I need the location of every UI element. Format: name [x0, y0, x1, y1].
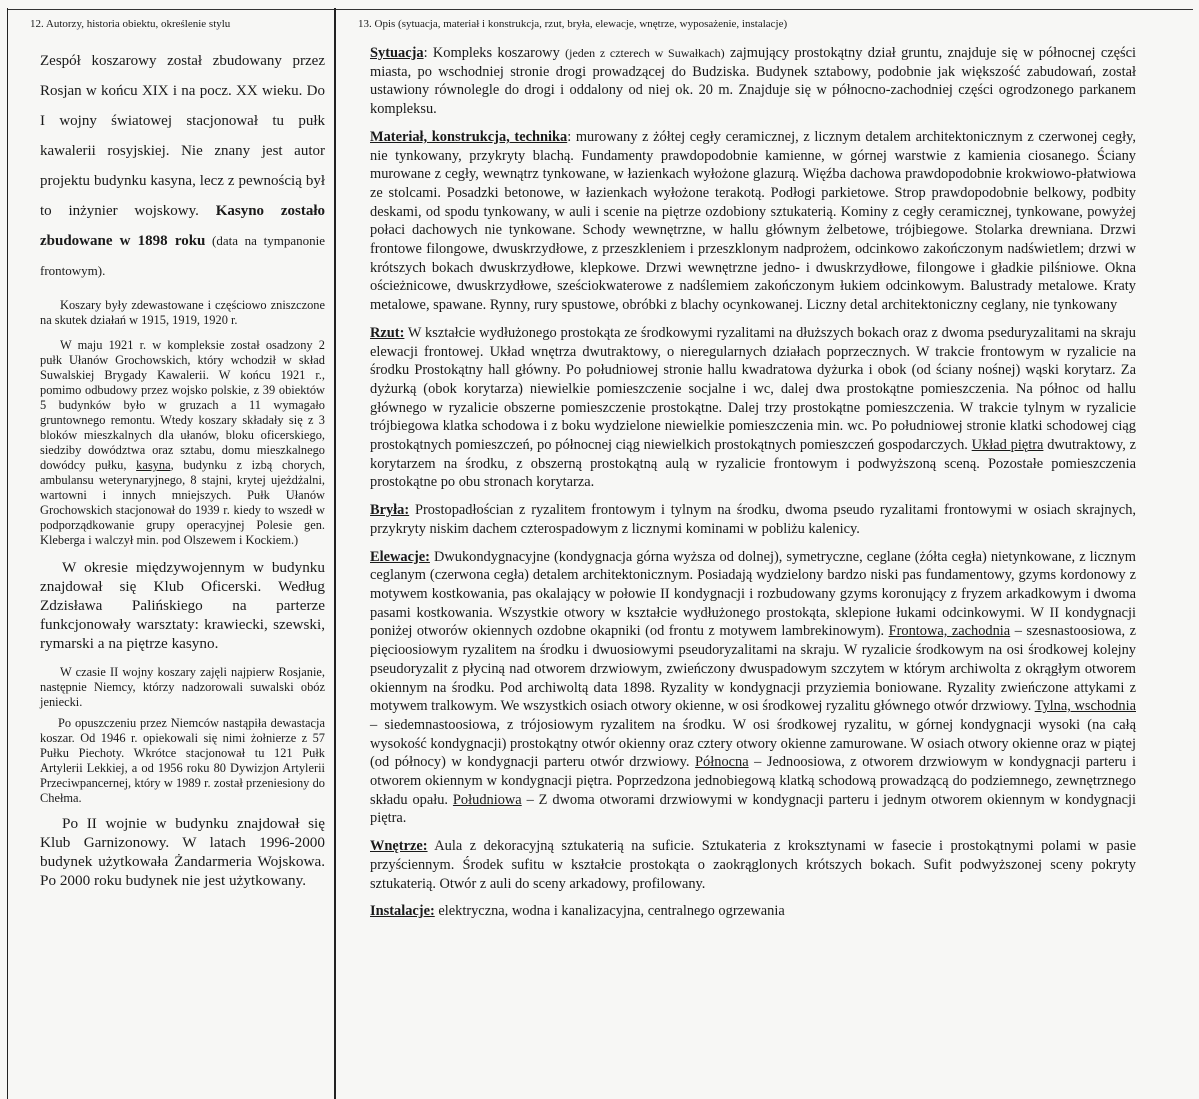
description-column [370, 44, 1136, 921]
section-instalacje: Instalacje: elektryczna, wodna i kanalizacyjna, centralnego ogrzewania [370, 903, 785, 920]
history-paragraph-recent: Po II wojnie w budynku znajdował się Klub Garnizonowy. W latach 1996-2000 budynek użytkowała Żandarmeria Wojskowa. Po 2000 roku budynek nie jest użytkowany. [40, 815, 325, 889]
left-border [7, 8, 8, 1099]
section-label: Wnętrze: [370, 838, 428, 855]
history-paragraph-1921: W maju 1921 r. w kompleksie został osadzony 2 pułk Ułanów Grochowskich, który wchodził w skład Suwalskiej Brygady Kawalerii. W końcu 1921 r., pomimo odbudowy przez wojsko polskie, z 39 obiektów 5 budynków było w gruzach a 11 wymagało gruntownego remontu. Wtedy koszary składały się z 3 bloków mieszkalnych dla ułanów, bloku oficerskiego, siedziby dowództwa oraz sztabu, domu mieszkalnego dowódcy pułku, kasyna, budynku z izbą chorych, ambulansu weterynaryjnego, 8 stajni, krytej ujeżdżalni, wartowni i innych mniejszych. Pułk Ułanów Grochowskich stacjonował do 1939 r. kiedy to wszedł w podporządkowanie grupy operacyjnej Polesie gen. Kleberga i walczył min. pod Olszewem i Kockiem.) [40, 338, 325, 547]
history-paragraph-intro: Zespół koszarowy został zbudowany przez Rosjan w końcu XIX i na pocz. XX wieku. Do I wojny światowej stacjonował tu pułk kawalerii rosyjskiej. Nie znany jest autor projektu budynku kasyna, lecz z pewnością był to inżynier wojskowy. Kasyno zostało zbudowane w 1898 roku (data na tympanonie frontowym). [40, 53, 325, 278]
section-sytuacja: Sytuacja: Kompleks koszarowy (jeden z czterech w Suwałkach) zajmujący prostokątny dział gruntu, znajduje się w północnej części miasta, po wschodniej stronie drogi prowadzącej do Budziska. Budynek sztabowy, podobnie jak większość zabudowań, został ustawiony równolegle do drogi i oddalony od niej ok. 20 m. Znajduje się w północno-zachodniej części ogrodzonego parkanem kompleksu. [370, 45, 1137, 118]
top-rule [7, 9, 1193, 10]
history-paragraph-postwar: Po opuszczeniu przez Niemców nastąpiła dewastacja koszar. Od 1946 r. opiekowali się nimi żołnierze z 57 Pułku Piechoty. Wkrótce stacjonował tu 121 Pułk Artylerii Lekkiej, a od 1956 roku 80 Dywizjon Artylerii Przeciwpancernej, który w 1989 r. został przeniesiony do Chełma. [40, 716, 325, 805]
right-column-header: 13. Opis (sytuacja, materiał i konstrukcja, rzut, bryła, elewacje, wnętrze, wyposażenie, instalacje) [358, 18, 788, 30]
history-paragraph-destruction: Koszary były zdewastowane i częściowo zniszczone na skutek działań w 1915, 1919, 1920 r. [40, 298, 325, 327]
construction-date-bold: Kasyno zostało zbudowane w 1898 roku [40, 203, 325, 249]
section-label: Materiał, konstrukcja, technika [370, 128, 568, 145]
section-label: Bryła: [370, 502, 410, 519]
section-elewacje: Elewacje: Dwukondygnacyjne (kondygnacja górna wyższa od dolnej), symetryczne, ceglane (żółta cegła) nietynkowane, z licznym ceglanym (czerwona cegła) detalem architektonicznym. Posiadają wydzielony bardzo niski pas fundamentowy, gzyms kordonowy z motywem kostkowania, pas okalający w połowie II kondygnacji i rozbudowany gzyms koronujący z fryzem arkadkowym i dwoma pasami kostkowania. Wszystkie otwory w kształcie wydłużonego prostokąta, sklepione łukami odcinkowymi. W II kondygnacji poniżej otworów okiennych ozdobne okapniki (od frontu z motywem lambrekinowym). Frontowa, zachodnia – szesnastoosiowa, z pięcioosiowym ryzalitem na środku i dwuosiowymi pseudoryzalitami na skraju. W ryzalicie środkowym na osi środkowej kolejny pseudoryzalit z płyciną nad otworem drzwiowym, zwieńczony dwuspadowym szczytem w którym archiwolta z okrągłym otworem okiennym na środku. Pod archiwoltą data 1898. Ryzality w kondygnacji przyziemia boniowane. Ryzality zwieńczone attykami z motywem tralkowym. We wszystkich osiach otwory okienne, w osi środkowej ryzalitu głównego otwór drzwiowy. Tylna, wschodnia – siedemnastoosiowa, z trójosiowym ryzalitem na środku. W osi środkowej ryzalitu, w górnej kondygnacji wysoki (na całą wysokość kondygnacji) prostokątny otwór okienny oraz cztery otwory okienne zamurowane. W osiach otwory okienne oraz w piątej (od północy) w kondygnacji parteru otwór drzwiowy. Północna – Jednoosiowa, z otworem drzwiowym w kondygnacji parteru i otworem okiennym w kondygnacji piętra. Poprzedzona jednobiegową klatką schodową prowadzącą do podziemnego, zewnętrznego składu opału. Południowa – Z dwoma otworami drzwiowymi w kondygnacji parteru i jednym otworem okiennym w kondygnacji piętra. [370, 548, 1136, 827]
section-bryla: Bryła: Prostopadłościan z ryzalitem frontowym i tylnym na środku, dwoma pseudo ryzalitami frontowymi w osiach skrajnych, przykryty niskim dachem czterospadowym z licznymi kominami w pobliżu kalenicy. [370, 502, 1136, 537]
section-wnetrze: Wnętrze: Aula z dekoracyjną sztukaterią na suficie. Sztukateria z kroksztynami w fasecie i prostokątnymi polami w pasie przyściennym. Środek sufitu w kształcie prostokąta o zaokrąglonych krótszych bokach. Sufit podwyższonej sceny pokryty sztukaterią. Otwór z auli do sceny arkadowy, profilowany. [370, 838, 1136, 892]
column-divider [334, 8, 336, 1099]
history-paragraph-interwar: W okresie międzywojennym w budynku znajdował się Klub Oficerski. Według Zdzisława Palińskiego na parterze funkcjonowały warsztaty: krawiecki, szewski, rymarski a na piętrze kasyno. [40, 559, 325, 652]
history-paragraph-ww2: W czasie II wojny koszary zajęli najpierw Rosjanie, następnie Niemcy, którzy nadzorowali suwalski obóz jeniecki. [40, 665, 325, 709]
section-label: Instalacje: [370, 903, 435, 920]
section-label: Elewacje: [370, 548, 430, 565]
section-rzut: Rzut: W kształcie wydłużonego prostokąta ze środkowymi ryzalitami na dłuższych bokach oraz z dwoma pseduryzalitami na skraju elewacji frontowej. Układ wnętrza dwutraktowy, o nieregularnych działach poprzecznych. W trakcie frontowym w ryzalicie na środku Prostokątny hall główny. Po południowej stronie hallu kwadratowa dyżurka i obok (od ściany nośnej) wąski korytarz. Za dyżurką (obok korytarza) niewielkie pomieszczenie socjalne i wc, dalej dwa prostokątne pomieszczenia. Na północ od hallu głównego w ryzalicie obszerne pomieszczenie prostokątne. Dalej trzy prostokątne pomieszczenia. W trakcie tylnym w ryzalicie trójbiegowa klatka schodowa i z boku wydzielone niewielkie pomieszczenia min. wc. Po południowej stronie klatki schodowej ciąg prostokątnych pomieszczeń, po północnej ciąg niewielkich prostokątnych pomieszczeń gospodarczych. Układ piętra dwutraktowy, z korytarzem na środku, z obszerną prostokątną aulą w ryzalicie frontowym i podwyższoną sceną. Pozostałe pomieszczenia prostokątne po obu stronach korytarza. [370, 324, 1137, 491]
left-column-header: 12. Autorzy, historia obiektu, określenie stylu [30, 18, 231, 30]
section-label: Sytuacja [370, 45, 424, 61]
section-material: Materiał, konstrukcja, technika: murowany z żółtej cegły ceramicznej, z licznym detalem architektonicznym z czerwonej cegły, nie tynkowany, przykryty blachą. Fundamenty prawdopodobnie kamienne, w górnej warstwie z kamienia ciosanego. Ściany murowane z cegły, wewnątrz tynkowane, w łazienkach wyłożone glazurą. Więźba dachowa prawdopodobnie krokwiowo-płatwiowa ze stolcami. Posadzki betonowe, w łazienkach wyłożone terakotą. Podłogi parkietowe. Strop prawdopodobnie belkowy, podbity deskami, od spodu tynkowany, w auli i scenie na piętrze ozdobiony sztukaterią. Kominy z cegły ceramicznej, tynkowane, powyżej połaci dachowych nie tynkowane. Schody wewnętrzne, w hallu głównym żelbetowe, trójbiegowe. Stolarka drewniana. Drzwi frontowe filongowe, dwuskrzydłowe, z przeszkleniem i przeszklonym nadprożem, odcinkowo zakończonym nadświetlem; drzwi w krótszych bokach dwuskrzydłowe, klepkowe. Drzwi wewnętrzne jedno- i dwuskrzydłowe, filongowe i gładkie pilśniowe. Okna ościeżnicowe, dwuskrzydłowe, sześciokwaterowe z nadślemiem zakończonym łukiem odcinkowym. Balustrady metalowe. Kraty metalowe, spawane. Rynny, rury spustowe, obróbki z blachy ocynkowanej. Liczny detal architektoniczny ceglany, nie tynkowany [370, 128, 1137, 314]
section-label: Rzut: [370, 324, 405, 341]
history-column [40, 46, 325, 890]
kasyno-underlined: kasyna [136, 458, 171, 472]
